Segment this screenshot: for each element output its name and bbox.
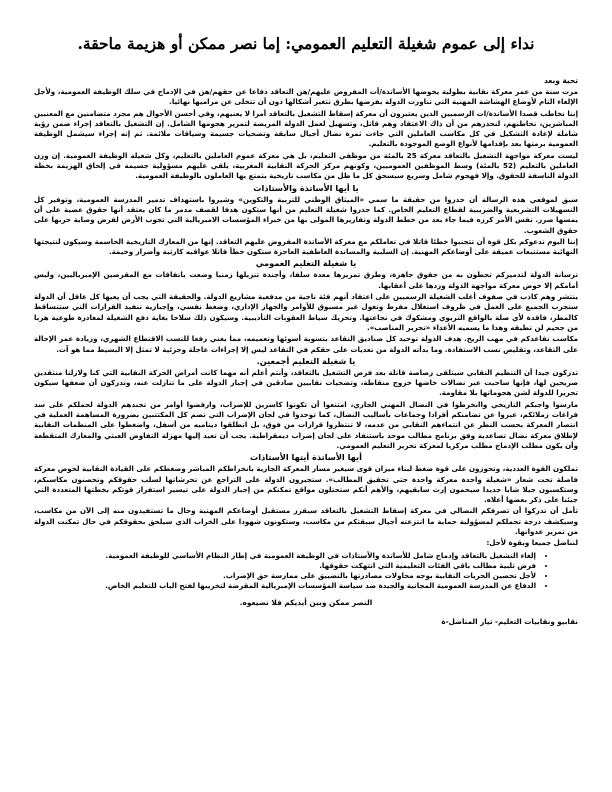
demand-item: • الدفاع عن المدرسة العمومية المجانية والجيدة ضد سياسة المؤسسات الإمبريالية المقرضة لتخريبها لفتح الباب للتعليم الخاص.: [34, 581, 536, 591]
intro-paragraph-1: مرت سنة من عمر معركة نقابية بطولية يخوضها الأساتذة/أت المفروض عليهم/هن التعاقد دفاعا عن حقهم/هن في الإدماج في سلك الوظيفة العمومية، ولأجل الإلغاء التام لأوضاع الهشاشة المهنية التي تناورت الدولة بفرضها بطرق تتغير أشكالها دون أن تتخلى عن مراميها نهائيا.: [34, 87, 578, 107]
section-4-paragraph-3: لنناضل جميعا وبقوة لأجل:: [486, 538, 578, 548]
section-4-paragraph-2: تأمل أن تدركوا أن تصرفكم النضالي في معركة إسقاط التشغيل بالتعاقد سيقرر مستقبل أوضاعكم المهنية وحال ما تستفيدون منه إلى الآن من مكاسب، وسيكشف درجة تحملكم لمسؤولية حماية ما انتزعته أجيال سبقتكم من مكاسب، وستكونون شهودا على الخراب الذي سيلحق بحقوقكم في حال تمكنت الدولة من تمرير عدوانها.: [34, 506, 578, 536]
document-title: نداء إلى عموم شغيلة التعليم العمومي: إما نصر ممكن أو هزيمة ماحقة.: [77, 34, 535, 53]
section-3-paragraph-2: مارسوا واجبكم التاريخي واانخرطوا في النضال المهني الجاري، امتنعوا أن تكونوا كاسرين للإضراب، وارفضوا أوامر من تجندهم الدولة لحملكم على سد فراغات زملائكم، عبروا عن تضامنكم أفرادا وجماعات بأساليب النضال، كما توحدوا في لجان الإضراب التي تضم كل المكتتبين بضرورة المساهمة العملية في انتصار المعركة بحسب النظر عن انتماءهم النقابي من عدمه، لا تنتظروا قرارات من فوق، بل انطلقوا ديناميه من أسفل، واضغطوا على المنظمات النقابية لإطلاق معركة نضال تصاعدية وفق برنامج مطالب موحد باستنفاد على لجان إضراب ديمقراطية. يجب أن تعيد إليها مهزلة التفاوض العبثي والمعارك المتقطعة وأن يكون مطلب الإدماج مطلب مركزيا لمعركة تحرير التعليم العمومي.: [34, 399, 578, 450]
intro-paragraph-3: ليست معركة مواجهة التشغيل بالتعاقد معركة 25 بالمئة من موظفي التعليم، بل هي معركة عموم العاملين بالتعليم، وكل شغيلة الوظيفة العمومية. إن وزن العاملين بالتعليم (52 بالمئة) وسط الموظفين العموميين، وكونهم مركز الحركة النقابية المغربية، يلقي عليهم مسؤولية جسيمة في إلحاق الهزيمة بخطة الدولة الناسفة للحقوق. وإلا فهجوم شامل وسريع سيسحق كل ما ظل من مكاسب تاريخية يتمتع بها العاملون بالوظيفة العمومية.: [34, 150, 579, 181]
signature: نقابيو ونقابيات التعليم- تيار المناضل-ة: [441, 616, 578, 626]
demand-item: • لأجل تحصين الحريات النقابية بوجه محاولات مصادرتها بالتضييق على ممارسة حق الإضراب.: [34, 571, 536, 581]
closing-line: النصر ممكن وبين أيديكم فلا تضيعوه.: [239, 597, 373, 607]
section-2-paragraph-3: مكاسب تقاعدكم في مهب الريح. هدف الدولة توحيد كل صناديق التقاعد بتسوية أسوئها وتعميمه، مما يعني رفعا للنسب الاقتطاع الشهري، وزيادة عمر الإحالة على التقاعد، وتقليص نسب الاستفادة. وما بدأته الدولة من تعديات على حقكم في التقاعد ليس إلا إجراءات عاجلة وجزئية لا تمثل إلا البسيط مما هو آت.: [34, 334, 578, 354]
section-3-paragraph-1: تدركون جيدا أن التنظيم النقابي سيتلقى رصاصة قاتلة بعد فرض التشغيل بالتعاقد، وأنتم أعلم أنه مهما كانت أمراض الحركة النقابية التي كنا ولازلنا منتقدين صريحين لها، فإنها ساحبت عبر نضالات خاضها خروج منقاطة، وتضحيات نقابيين صادقين في إجبار الدولة على ما تنازلت عنه، وتدركون أن ضعفها سيكون تحريرا للدولة لشن هجوماتها بلا مقاومة.: [34, 367, 578, 398]
section-1-paragraph-1: سبق لموقعي هذه الرسالة أن حذروا من حقيقة ما سمي «الميثاق الوطني للتربية والتكوين» وشيروا باستهداف تدمير المدرسة العمومية، وتوفير كل التسهيلات التشريعية والضريبية لقطاع التعليم الخاص. كما حذروا شغيلة التعليم من أنها ستكون هدفا لقصف مدمر ما كان يعتقد أنها حقوق عصية على أن يمسها ضرر. نفس الأمر كرره فيما جاء بعد من خطط الدولة وتقاريرها المولى بها من خبراء المؤسسات الامبريالية التي تجوب الأرض لقرض وصاية حربها على حقوق الشعوب.: [34, 194, 578, 235]
intro-paragraph-2: إننا نخاطب قصدا الأساتذة/ات الرسميين الذين يعتبرون أن معركة إسقاط التشغيل بالتعاقد أمرا لا يعنيهم، وفي أحسن الأحوال هم مجرد متضامنين مع المعنيين المباشرين، نخاطبهم، لنحذرهم من أن ذاك الاعتقاد وهم قاتل، وتسهيل لعمل الدولة المريضة لتمرير هجومها الشامل. إن التشغيل بالتعاقد إجراء ضمن رؤية شاملة لإعادة التشكيل في كل مكاسب العاملين التي جاءت ثمرة نضال أجيال سابقة وتضحيات جسيمة وسياقات ملائمة. ثم إنه إجراء سيشمل الوظيفة العمومية برمتها بعد بإقدامها لأنواع الوضع الموجودة بالتعليم.: [34, 108, 578, 149]
demand-item: • إلغاء التشغيل بالتعاقد وإدماج شامل للأساتذة والأستاذات في الوظيفة العمومية في إطار النظام الأساسي للوظيفة العمومية.: [34, 551, 536, 561]
section-heading-teachers-call: أيها الأساتذة أيتها الأستاذات: [250, 452, 362, 463]
demands-list: [34, 551, 554, 592]
section-1-paragraph-2: إننا اليوم ندعوكم بكل قوة أن تتجنبوا خطئا قاتلا في تعاملكم مع معركة الأساتذة المفروض عليهم التعاقد. إنها من المعارك التاريخية الحاسمة وسيكون لنتيجتها النهائية مستتبعات عميقة على أوضاعكم المهنية. إن السلبية والمساندة العاطفية العاجزة ستكون خطأ قاتلا عواقبه كارثية وأضرار وخيمة.: [34, 236, 578, 257]
section-2-paragraph-1: ترسانة الدولة لتدميركم تحطون به من حقوق جاهزة، وطرق تمريرها معدة سلفا، وأجندة تنزيلها زمنيا وضعت باتفاقات مع المقرضين الإمبرياليين، وليس أمامكم إلا خوض معركة مواجهة الدولة وردها على أعقابها.: [34, 270, 578, 290]
section-heading-teachers: يا أيها الأساتذة والأستاذات: [253, 182, 359, 193]
section-heading-all-education-workers: يا شغيلة التعليم أجمعين.: [256, 355, 356, 366]
salutation: تحية وبعد: [544, 76, 578, 85]
section-2-paragraph-2: ينتشر وهم كاذب في صفوف أغلب الشغيلة الرسميين على اعتقاد أنهم فئة ناجية من مدفعية مشاريع الدولة. والحقيقة التي يجب أن يعيها كل عاقل أن الدولة ستجرب الجميع على العمل في ظروف استغلال مفرط وتغول غير مسبوق للأوامر والجهاز الإداري، وضغط نفسي، وإجبارية تنفيذ القرارات التي ستتساقط كالمطر، فاقدة لأي صلة بالواقع التربوي ومشكوك في نجاعتها. وتحريك سياط العقوبات التأديبية. وسيكون ذلك سلاحا بغاية دفع الشغيلة لمغادرة طوعية هربا من جحيم لن تطيقه وهذا ما يسميه الأعداء «تحرير المناصب».: [34, 292, 578, 332]
section-heading-public-education-workers: يا شغيلة التعليم العمومي: [255, 258, 357, 269]
section-4-paragraph-1: تملكون القوة العددية، وتحوزون على قوة ضغط لبناء ميزان قوى سيغير مسار المعركة الجارية بانخراطكم المباشر وضغطكم على القيادة النقابية لخوض معركة فاصلة تحت شعار «شغيلة واحدة معركة واحدة حتى تحقيق المطالب». ستجبرون الدولة على التراجع عن تحرشاتها لسلب حقوقكم وتحصنون مكاسبكم، وستكسبون جيلا شابا جديدا سيحمون إرث سابقيهم، والأهم أنكم ستحتلون مواقع تمكنكم من إجبار الدولة على تيسير استفراز قوتكم بخطتها المتعددة التي جيئنا على ذكر بعضها أعلاه.: [34, 464, 578, 505]
demand-item: • فرض تلبية مطالب باقي الفئات التعليمية التي انتهكت حقوقها.: [34, 561, 536, 571]
